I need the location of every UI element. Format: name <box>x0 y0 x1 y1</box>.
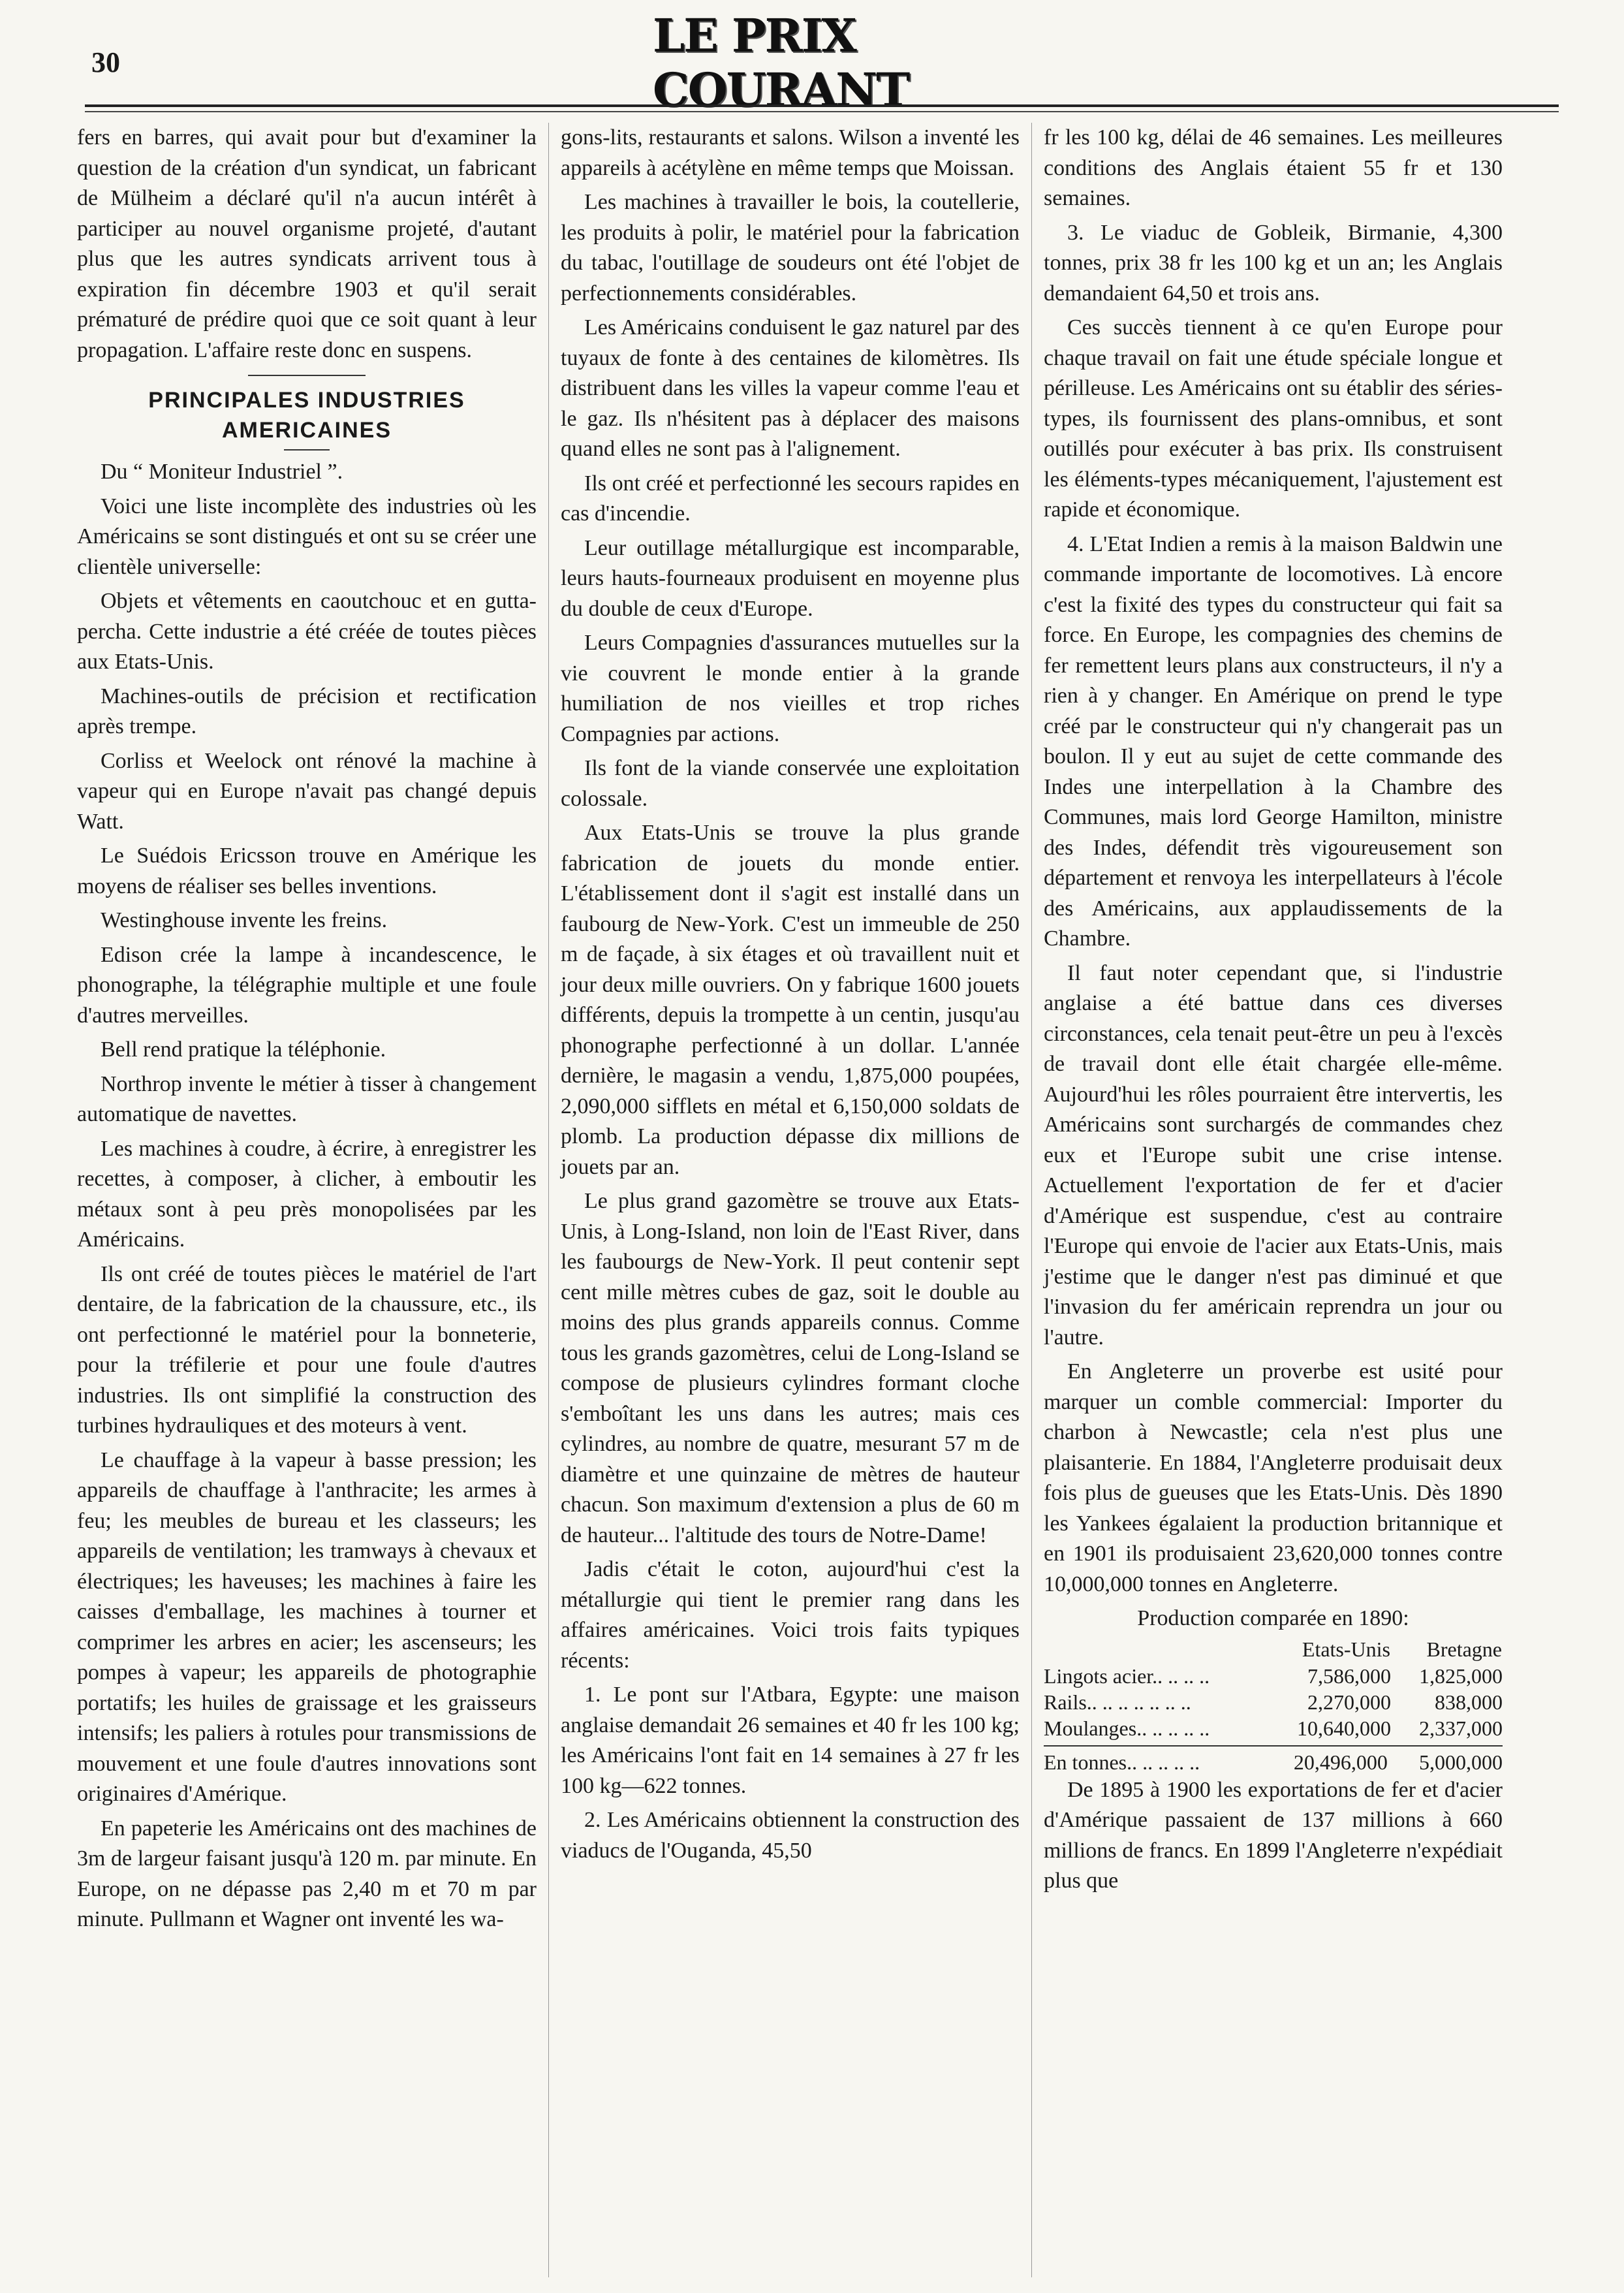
paragraph: Ils ont créé de toutes pièces le matériel de l'art dentaire, de la fabrication de la chaussure, etc., ils ont perfectionné le matériel pour la bonneterie, pour la tréfilerie et pour une foule d'autres industries. Ils ont simplifié la construction des turbines hydrauliques et des moteurs à vent. <box>77 1261 537 1438</box>
header-rule <box>85 104 1559 107</box>
production-total <box>1044 1749 1503 1775</box>
article-columns <box>65 123 1560 2277</box>
paragraph: 3. Le viaduc de Gobleik, Birmanie, 4,300 tonnes, prix 38 fr les 100 kg et un an; les Anglais demandaient 64,50 et trois ans. <box>1044 220 1503 306</box>
table-row <box>1044 1663 1503 1689</box>
paragraph: En Angleterre un proverbe est usité pour marquer un comble commercial: Importer du charbon à Newcastle; cela n'est plus une plaisanterie. En 1884, l'Angleterre produisait deux fois plus de gueuses que les Etats-Unis. Dès 1890 les Yankees égalaient la production britannique et en 1901 ils produisaient 23,620,000 tonnes contre 10,000,000 tonnes en Angleterre. <box>1044 1359 1503 1596</box>
row-gb: 838,000 <box>1435 1690 1503 1714</box>
paragraph: Le chauffage à la vapeur à basse pression; les appareils de chauffage à l'anthracite; les armes à feu; les meubles de bureau et les classeurs; les appareils de ventilation; les tramways à chevaux et électriques; les haveuses; les machines à faire les caisses d'emballage, les machines à tourner et comprimer les arbres en acier; les ascenseurs; les pompes à vapeur; les appareils de photographie portatifs; les huiles de graissage et les graisseurs intensifs; les paliers à rotules pour transmissions de mouvement et une foule d'autres innovations sont originaires d'Amérique. <box>77 1447 537 1806</box>
table-rule <box>1044 1745 1503 1747</box>
masthead-logo: LE PRIX COURANT <box>653 8 909 117</box>
paragraph: 1. Le pont sur l'Atbara, Egypte: une maison anglaise demandait 26 semaines et 40 fr les 100 kg; les Américains l'ont fait en 14 semaines à 27 fr les 100 kg—622 tonnes. <box>561 1683 1020 1798</box>
article-heading: PRINCIPALES INDUSTRIES AMERICAINES <box>148 388 465 443</box>
production-table <box>1044 1636 1503 1741</box>
row-label: Moulanges.. .. .. .. .. <box>1044 1716 1210 1740</box>
paragraph: Corliss et Weelock ont rénové la machine à vapeur qui en Europe n'avait pas changé depuis Watt. <box>77 748 537 834</box>
row-label: Lingots acier.. .. .. .. <box>1044 1664 1210 1688</box>
paragraph: Le plus grand gazomètre se trouve aux Etats-Unis, à Long-Island, non loin de l'East River, dans les faubourgs de New-York. Il peut contenir sept cent mille mètres cubes de gaz, soit le double au moins des plus grands appareils connus. Comme tous les grands gazomètres, celui de Long-Island se compose de plusieurs cylindres formant cloche s'emboîtant les uns dans les autres; mais ces cylindres, au nombre de quatre, mesurant 57 m de diamètre et une quinzaine de mètres de hauteur chacun. Son maximum d'extension a plus de 60 m de hauteur... l'altitude des tours de Notre-Dame! <box>561 1189 1020 1547</box>
table-row <box>1044 1689 1503 1715</box>
total-label: En tonnes.. .. .. .. .. <box>1044 1750 1200 1774</box>
paragraph: De 1895 à 1900 les exportations de fer et d'acier d'Amérique passaient de 137 millions à 660 millions de francs. En 1899 l'Angleterre n'expédiait plus que <box>1044 1777 1503 1893</box>
paragraph: Northrop invente le métier à tisser à changement automatique de navettes. <box>77 1071 537 1126</box>
paragraph: Jadis c'était le coton, aujourd'hui c'est la métallurgie qui tient le premier rang dans les affaires américaines. Voici trois faits typiques récents: <box>561 1557 1020 1673</box>
paragraph: 4. L'Etat Indien a remis à la maison Baldwin une commande importante de locomotives. Là encore c'est la fixité des types du constructeur qui fait sa force. En Europe, les compagnies des chemins de fer remettent leurs plans aux constructeurs, il n'y a rien à y changer. En Amérique on prend le type créé par le constructeur qui n'y changerait pas un boulon. Il y eut au sujet de cette commande des Indes une interpellation à la Chambre des Communes, mais lord George Hamilton, ministre des Indes, défendit très vigoureusement son département et renvoya les interpellateurs à l'école des Américains, aux applaudissements de la Chambre. <box>1044 531 1503 951</box>
paragraph: Bell rend pratique la téléphonie. <box>101 1037 386 1062</box>
table-total-row <box>1044 1749 1503 1775</box>
row-us: 7,586,000 <box>1307 1664 1391 1688</box>
paragraph: Le Suédois Ericsson trouve en Amérique les moyens de réaliser ses belles inventions. <box>77 844 537 898</box>
paragraph: Voici une liste incomplète des industries où les Américains se sont distingués et ont su se créer une clientèle universelle: <box>77 494 537 579</box>
paragraph: Ces succès tiennent à ce qu'en Europe pour chaque travail on fait une étude spéciale longue et périlleuse. Les Américains ont su établir des séries-types, ils fournissent des plans-omnibus, et sont outillés pour exécuter à bas prix. Ils construisent les éléments-types mécaniquement, l'ajustement est rapide et économique. <box>1044 315 1503 522</box>
paragraph: Aux Etats-Unis se trouve la plus grande fabrication de jouets du monde entier. L'établissement dont il s'agit est installé dans un faubourg de New-York. C'est un immeuble de 250 m de façade, à six étages et où travaillent nuit et jour deux mille ouvriers. On y fabrique 1600 jouets différents, depuis la trompette à un centin, jusqu'au phonographe perfectionné à un dollar. L'année dernière, le magasin a vendu, 1,875,000 poupées, 2,090,000 sifflets en métal et 6,150,000 soldats de plomb. La production dépasse dix millions de jouets par an. <box>561 821 1020 1179</box>
row-us: 2,270,000 <box>1307 1690 1391 1714</box>
paragraph: Edison crée la lampe à incandescence, le phonographe, la télégraphie multiple et une foule d'autres merveilles. <box>77 942 537 1028</box>
table-row <box>1044 1715 1503 1741</box>
table-header-us: Etats-Unis <box>1302 1637 1390 1661</box>
paragraph: fers en barres, qui avait pour but d'examiner la question de la création d'un syndicat, un fabricant de Mülheim a déclaré qu'il n'a aucun intérêt à participer au nouvel organisme projeté, d'autant plus que les autres syndicats arrivent tous à expiration fin décembre 1903 et qu'il serait prématuré de prédire quoi que ce soit quant à leur propagation. L'affaire reste donc en suspens. <box>77 125 537 362</box>
paragraph: Ils ont créé et perfectionné les secours rapides en cas d'incendie. <box>561 471 1020 526</box>
paragraph: fr les 100 kg, délai de 46 semaines. Les meilleures conditions des Anglais étaient 55 fr et 130 semaines. <box>1044 125 1503 210</box>
total-us: 20,496,000 <box>1293 1750 1388 1774</box>
paragraph: Il faut noter cependant que, si l'industrie anglaise a été battue dans ces diverses circonstances, cela tenait peut-être un peu à l'excès de travail dont elle était chargée elle-même. Aujourd'hui les rôles pourraient être intervertis, les Américains sont surchargés de commandes chez eux et l'Europe subit une crise intense. Actuellement l'exportation de fer et d'acier d'Amérique est suspendue, c'est au contraire l'Europe qui envoie de l'acier aux Etats-Unis, mais j'estime que le danger n'est pas diminué et que l'invasion du fer américain reprendra un jour ou l'autre. <box>1044 960 1503 1350</box>
source-line: Du “ Moniteur Industriel ”. <box>101 460 343 484</box>
header-rule-thin <box>85 111 1559 112</box>
separator <box>284 449 330 451</box>
paragraph: Leurs Compagnies d'assurances mutuelles sur la vie couvrent le monde entier à la grande humiliation de nos vieilles et trop riches Compagnies par actions. <box>561 631 1020 746</box>
row-label: Rails.. .. .. .. .. .. .. <box>1044 1690 1191 1714</box>
column-3 <box>1031 123 1514 2277</box>
paragraph: gons-lits, restaurants et salons. Wilson a inventé les appareils à acétylène en même temps que Moissan. <box>561 125 1020 180</box>
row-us: 10,640,000 <box>1296 1716 1391 1740</box>
paragraph: Westinghouse invente les freins. <box>101 908 388 932</box>
table-header-label <box>1044 1636 1266 1663</box>
paragraph: Leur outillage métallurgique est incomparable, leurs hauts-fourneaux produisent en moyenne plus du double de ceux d'Europe. <box>561 535 1020 621</box>
column-2 <box>548 123 1031 2277</box>
table-header-row <box>1044 1636 1503 1663</box>
paragraph: Les machines à coudre, à écrire, à enregistrer les recettes, à composer, à clicher, à emboutir les métaux sont à peu près monopolisées par les Américains. <box>77 1136 537 1252</box>
row-gb: 2,337,000 <box>1419 1716 1503 1740</box>
paragraph: Les machines à travailler le bois, la coutellerie, les produits à polir, le matériel pour la fabrication du tabac, l'outillage de soudeurs ont été l'objet de perfectionnements considérables. <box>561 190 1020 306</box>
column-1 <box>65 123 548 2277</box>
paragraph: Machines-outils de précision et rectification après trempe. <box>77 684 537 738</box>
row-gb: 1,825,000 <box>1419 1664 1503 1688</box>
paragraph: Les Américains conduisent le gaz naturel par des tuyaux de fonte à des centaines de kilomètres. Ils distribuent dans les villes la vapeur comme l'eau et le gaz. Ils n'hésitent pas à déplacer des maisons quand elles ne sont pas à l'alignement. <box>561 315 1020 461</box>
separator <box>248 375 366 376</box>
table-title: Production comparée en 1890: <box>1137 1606 1409 1630</box>
page-number: 30 <box>91 46 120 78</box>
paragraph: Ils font de la viande conservée une exploitation colossale. <box>561 756 1020 811</box>
table-header-gb: Bretagne <box>1426 1637 1502 1661</box>
paragraph: 2. Les Américains obtiennent la construction des viaducs de l'Ouganda, 45,50 <box>561 1808 1020 1863</box>
paragraph: En papeterie les Américains ont des machines de 3m de largeur faisant jusqu'à 120 m. par minute. En Europe, on ne dépasse pas 2,40 m et 70 m par minute. Pullmann et Wagner ont inventé les wa- <box>77 1816 537 1931</box>
total-gb: 5,000,000 <box>1419 1750 1503 1774</box>
paragraph: Objets et vêtements en caoutchouc et en gutta-percha. Cette industrie a été créée de toutes pièces aux Etats-Unis. <box>77 589 537 674</box>
